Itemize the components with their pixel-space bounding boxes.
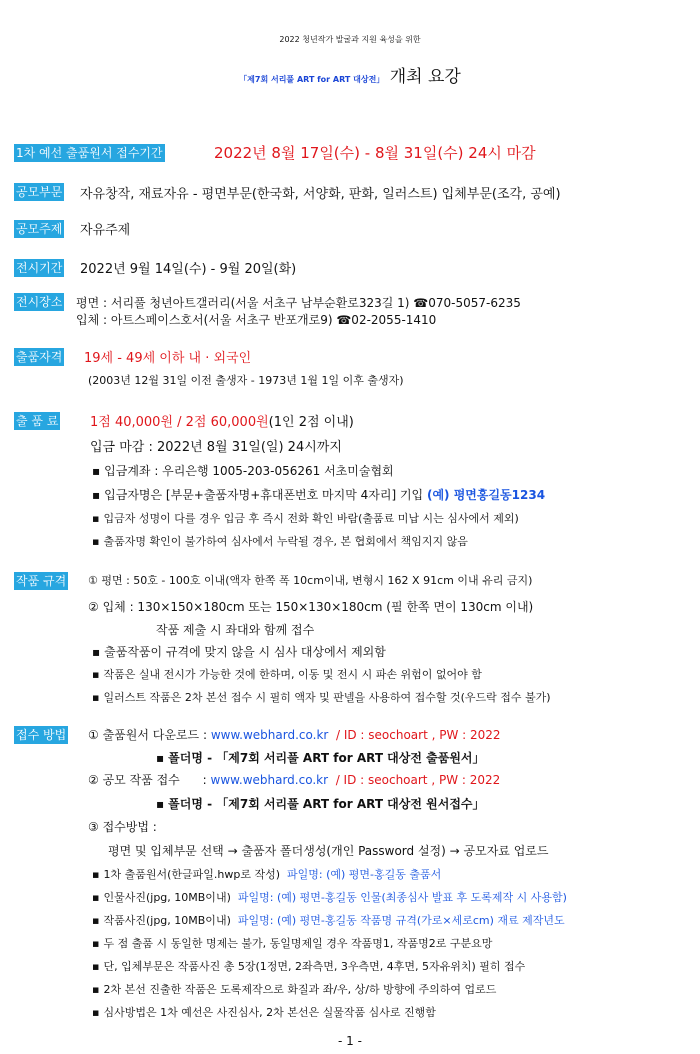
title-main-rest: 개최 요강 xyxy=(384,67,461,87)
specs-bullet-3: ▪ 일러스트 작품은 2차 본선 접수 시 필히 액자 및 판넬을 사용하여 접수할 것(우드락 접수 불가) xyxy=(92,689,551,705)
exhibition-period-value: 2022년 9월 14일(수) - 9월 20일(화) xyxy=(80,262,297,277)
sub-bullet-1-text: ▪ 1차 출품원서(한글파일.hwp로 작성) xyxy=(92,868,280,881)
eligibility-value: 19세 - 49세 이하 내 · 외국인 xyxy=(84,351,252,366)
tag-fee: 출 품 료 xyxy=(16,414,59,428)
specs-item1: ① 평면 : 50호 - 100호 이내(액자 한쪽 폭 10cm이내, 변형시 162 X 91cm 이내 유리 금지) xyxy=(88,574,533,587)
theme-value: 자유주제 xyxy=(80,223,131,238)
venue-line1: 평면 : 서리풀 청년아트갤러리(서울 서초구 남부순환로323길 1) ☎070-5057-6235 xyxy=(76,296,521,310)
fee-deadline: 입금 마감 : 2022년 8월 31일(일) 24시까지 xyxy=(90,440,342,455)
fee-bullet-disclaimer: ▪ 출품자명 확인이 불가하여 심사에서 누락될 경우, 본 협회에서 책임지지 않음 xyxy=(92,533,468,549)
sub-bullet-4: ▪ 두 점 출품 시 동일한 명제는 불가, 동일명제일 경우 작품명1, 작품명2로 구분요망 xyxy=(92,935,492,951)
venue-line2: 입체 : 아트스페이스호서(서울 서초구 반포개로9) ☎02-2055-1410 xyxy=(76,313,437,327)
fee-value: 1점 40,000원 / 2점 60,000원 xyxy=(90,415,269,430)
sub-bullet-2 xyxy=(92,889,567,905)
step3-label: ③ 접수방법 : xyxy=(88,820,157,834)
step2-credentials: / ID : seochoart , PW : 2022 xyxy=(335,773,501,787)
tag-specs: 작품 규격 xyxy=(16,574,67,588)
tag-venue: 전시장소 xyxy=(16,295,63,309)
fee-note: (1인 2점 이내) xyxy=(268,415,354,430)
step2-label: ② 공모 작품 접수 xyxy=(88,773,180,787)
submission-step1 xyxy=(88,726,501,743)
submission-step2 xyxy=(88,771,500,788)
step2-folder: ▪ 폴더명 - 「제7회 서리풀 ART for ART 대상전 원서접수」 xyxy=(156,795,485,812)
tag-theme: 공모주제 xyxy=(16,222,63,236)
sub-bullet-6: ▪ 2차 본선 진출한 작품은 도록제작으로 화질과 좌/우, 상/하 방향에 주의하여 업로드 xyxy=(92,981,496,997)
sub-bullet-3-filename: 파일명: (예) 평면-홍길동 작품명 규격(가로×세로cm) 재료 제작년도 xyxy=(237,914,565,927)
eligibility-note: (2003년 12월 31일 이전 출생자 - 1973년 1월 1일 이후 출생자) xyxy=(88,374,404,387)
sub-bullet-3-text: ▪ 작품사진(jpg, 10MB이내) xyxy=(92,914,231,927)
fee-example: (예) 평면홍길동1234 xyxy=(426,488,546,502)
fee-bullet-account: ▪ 입금계좌 : 우리은행 1005-203-056261 서초미술협회 xyxy=(92,462,394,479)
sub-bullet-7: ▪ 심사방법은 1차 예선은 사진심사, 2차 본선은 실물작품 심사로 진행함 xyxy=(92,1004,436,1020)
tag-submission: 접수 방법 xyxy=(16,728,67,742)
step3-flow: 평면 및 입체부문 선택 → 출품자 폴더생성(개인 Password 설정) → 공모자료 업로드 xyxy=(108,844,549,858)
specs-bullet-2: ▪ 작품은 실내 전시가 가능한 것에 한하며, 이동 및 전시 시 파손 위험이 없어야 함 xyxy=(92,666,482,682)
fee-bullet-name-text: ▪ 입금자명은 [부문+출품자명+휴대폰번호 마지막 4자리] 기입 xyxy=(92,488,423,502)
sub-bullet-5: ▪ 단, 입체부문은 작품사진 총 5장(1정면, 2좌측면, 3우측면, 4후면, 5자유위치) 필히 접수 xyxy=(92,958,525,974)
tag-category: 공모부문 xyxy=(16,185,63,199)
tag-exhibition-period: 전시기간 xyxy=(16,261,63,275)
sub-bullet-2-filename: 파일명: (예) 평면-홍길동 인물(최종심사 발표 후 도록제작 시 사용함) xyxy=(237,891,567,904)
sub-bullet-1 xyxy=(92,866,441,882)
sub-bullet-2-text: ▪ 인물사진(jpg, 10MB이내) xyxy=(92,891,231,904)
step2-url-link[interactable]: www.webhard.co.kr xyxy=(210,773,329,787)
fee-bullet-name xyxy=(92,486,545,503)
fee-line xyxy=(90,411,354,430)
step1-label: ① 출품원서 다운로드 : xyxy=(88,728,207,742)
step1-credentials: / ID : seochoart , PW : 2022 xyxy=(335,728,501,742)
step2-colon: : xyxy=(202,773,207,787)
tag-period1: 1차 예선 출품원서 접수기간 xyxy=(16,146,163,160)
specs-item2b: 작품 제출 시 좌대와 함께 접수 xyxy=(156,623,315,637)
step1-url-link[interactable]: www.webhard.co.kr xyxy=(210,728,329,742)
period1-value: 2022년 8월 17일(수) - 8월 31일(수) 24시 마감 xyxy=(214,144,536,162)
page-number: - 1 - xyxy=(338,1034,362,1048)
fee-bullet-confirm: ▪ 입금자 성명이 다를 경우 입금 후 즉시 전화 확인 바람(출품료 미납 시는 심사에서 제외) xyxy=(92,510,519,526)
subtitle: 2022 청년작가 발굴과 지원 육성을 위한 xyxy=(279,35,421,44)
category-value: 자유창작, 재료자유 - 평면부문(한국화, 서양화, 판화, 일러스트) 입체부문(조각, 공예) xyxy=(80,187,561,202)
specs-item2: ② 입체 : 130×150×180cm 또는 150×130×180cm (필 한쪽 면이 130cm 이내) xyxy=(88,600,534,614)
step1-folder: ▪ 폴더명 - 「제7회 서리풀 ART for ART 대상전 출품원서」 xyxy=(156,749,485,766)
tag-eligibility: 출품자격 xyxy=(16,350,63,364)
title-main-highlight: 「제7회 서리풀 ART for ART 대상전」 xyxy=(239,75,385,84)
sub-bullet-1-filename: 파일명: (예) 평면-홍길동 출품서 xyxy=(287,868,442,881)
page-title xyxy=(0,62,700,87)
specs-bullet-1: ▪ 출품작품이 규격에 맞지 않을 시 심사 대상에서 제외함 xyxy=(92,643,386,660)
sub-bullet-3 xyxy=(92,912,565,928)
